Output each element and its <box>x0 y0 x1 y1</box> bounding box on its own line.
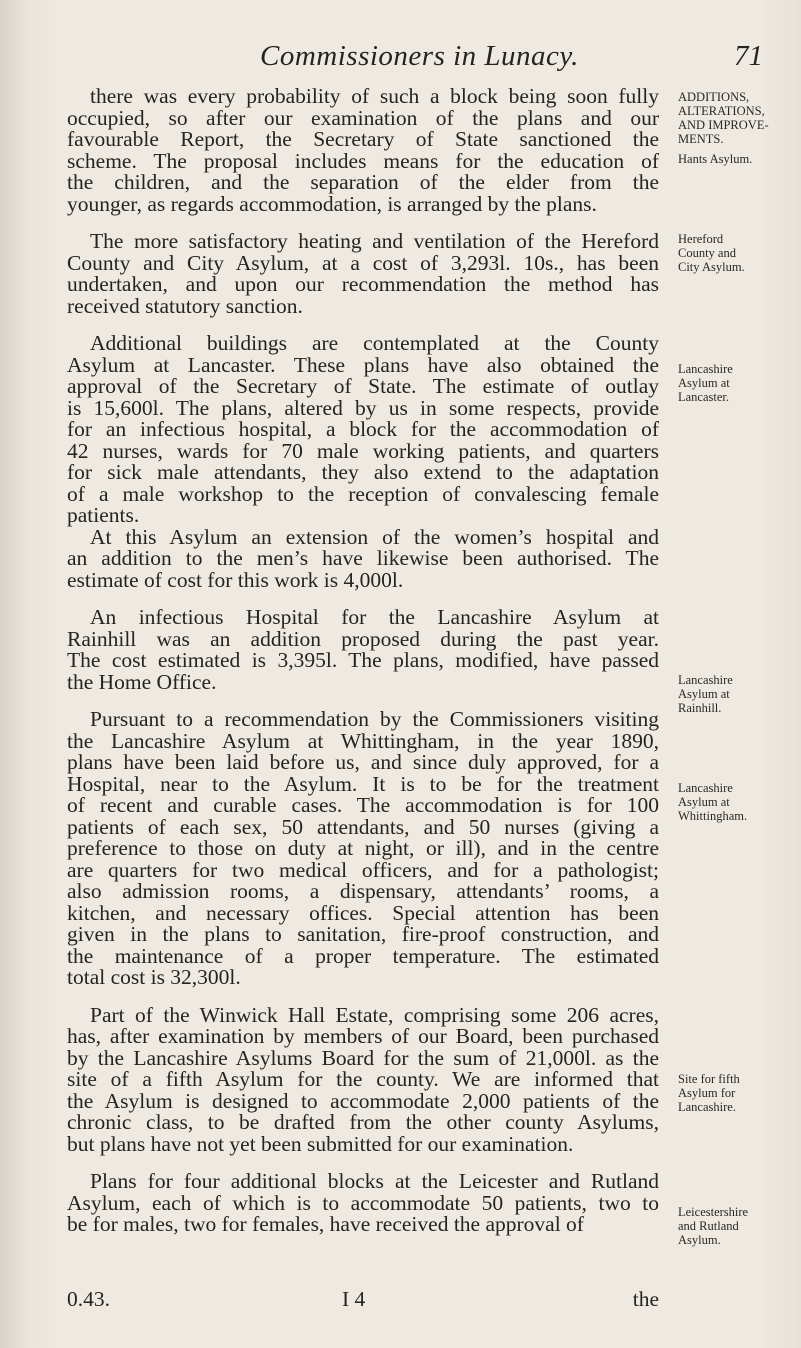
text-line: estimate of cost for this work is 4,000l. <box>67 567 404 592</box>
margin-note <box>678 781 798 823</box>
text-line: Asylum at Lancaster. These plans have also obtained the <box>67 352 659 377</box>
text-line: total cost is 32,300l. <box>67 965 241 989</box>
text-line: chronic class, to be drafted from the other county Asylums, <box>67 1110 659 1134</box>
text-line: an addition to the men’s have likewise been authorised. The <box>67 546 659 570</box>
text-line: patients of each sex, 50 attendants, and 50 nurses (giving a <box>67 814 659 839</box>
paragraph <box>67 709 659 989</box>
margin-note-line: Asylum at <box>678 687 730 701</box>
margin-note-line: Site for fifth <box>678 1072 740 1086</box>
margin-note-line: and Rutland <box>678 1219 739 1233</box>
text-line: approval of the Secretary of State. The estimate of outlay <box>67 374 659 398</box>
margin-note <box>678 1205 798 1247</box>
text-line: for an infectious hospital, a block for the accommodation of <box>67 417 659 441</box>
text-line: 42 nurses, wards for 70 male working patients, and quarters <box>67 438 659 463</box>
text-line: Hospital, near to the Asylum. It is to be for the treatment <box>67 771 659 796</box>
text-line: site of a fifth Asylum for the county. We are informed that <box>67 1067 659 1091</box>
paragraph <box>67 231 659 317</box>
text-line: the Lancashire Asylum at Whittingham, in the year 1890, <box>67 728 659 753</box>
margin-note-line: ADDITIONS, <box>678 90 750 104</box>
text-line: preference to those on duty at night, or ill), and in the centre <box>67 836 659 860</box>
margin-note-line: Hereford <box>678 232 724 246</box>
margin-note-line: Asylum. <box>678 1233 721 1247</box>
paragraph <box>67 607 659 693</box>
text-line: Additional buildings are contemplated at the County <box>90 331 659 355</box>
page-number: 71 <box>734 40 763 72</box>
margin-note <box>678 152 798 166</box>
margin-note-line: Lancashire <box>678 673 733 687</box>
text-line: is 15,600l. The plans, altered by us in some respects, provide <box>67 395 659 420</box>
text-line: given in the plans to sanitation, fire-proof construction, and <box>67 922 659 946</box>
margin-note-line: Asylum at <box>678 376 730 390</box>
margin-note-line: Asylum at <box>678 795 730 809</box>
text-line: Asylum, each of which is to accommodate 50 patients, two to <box>67 1190 659 1215</box>
text-line: of a male workshop to the reception of convalescing female <box>67 481 659 506</box>
body-text <box>67 86 659 1252</box>
margin-note-line: Asylum for <box>678 1086 736 1100</box>
margin-note <box>678 90 798 146</box>
margin-note-line: Rainhill. <box>678 701 722 715</box>
text-line: occupied, so after our examination of the plans and our <box>67 105 659 130</box>
text-line: kitchen, and necessary offices. Special attention has been <box>67 900 659 925</box>
margin-note-line: Hants Asylum. <box>678 152 753 166</box>
signature-mark: 0.43. <box>67 1287 110 1311</box>
page-footer <box>67 1287 659 1313</box>
gathering-mark: I 4 <box>342 1287 366 1311</box>
margin-note-line: County and <box>678 246 736 260</box>
paragraph <box>67 1171 659 1236</box>
text-line: of recent and curable cases. The accommodation is for 100 <box>67 793 659 817</box>
margin-note-line: Lancaster. <box>678 390 730 404</box>
margin-note-line: AND IMPROVE- <box>678 118 769 132</box>
text-line: Plans for four additional blocks at the Leicester and Rutland <box>90 1169 659 1193</box>
margin-note-line: City Asylum. <box>678 260 745 274</box>
margin-note <box>678 673 798 715</box>
text-line: are quarters for two medical officers, and for a pathologist; <box>67 857 659 882</box>
text-line: Part of the Winwick Hall Estate, comprising some 206 acres, <box>90 1002 659 1027</box>
text-line: received statutory sanction. <box>67 293 303 318</box>
margin-note-line: Whittingham. <box>678 809 748 823</box>
text-line: but plans have not yet been submitted for our examination. <box>67 1131 574 1156</box>
text-line: At this Asylum an extension of the women’s hospital and <box>90 524 659 549</box>
margin-note-line: Leicestershire <box>678 1205 749 1219</box>
text-line: also admission rooms, a dispensary, attendants’ rooms, a <box>67 879 659 903</box>
text-line: The more satisfactory heating and ventilation of the Hereford <box>90 229 659 253</box>
text-line: An infectious Hospital for the Lancashire Asylum at <box>90 605 659 629</box>
text-line: County and City Asylum, at a cost of 3,293l. 10s., has been <box>67 250 659 275</box>
text-line: undertaken, and upon our recommendation the method has <box>67 272 659 296</box>
text-line: the Asylum is designed to accommodate 2,000 patients of the <box>67 1088 659 1113</box>
margin-note-line: ALTERATIONS, <box>678 104 765 118</box>
paragraph <box>67 333 659 527</box>
margin-note-line: Lancashire. <box>678 1100 736 1114</box>
text-line: Pursuant to a recommendation by the Commissioners visiting <box>90 707 659 731</box>
margin-note-line: MENTS. <box>678 132 724 146</box>
text-line: Rainhill was an addition proposed during the past year. <box>67 626 659 651</box>
text-line: the maintenance of a proper temperature. The estimated <box>67 943 659 968</box>
margin-note-line: Lancashire <box>678 781 733 795</box>
text-line: the children, and the separation of the elder from the <box>67 170 659 194</box>
text-line: has, after examination by members of our Board, been purchased <box>67 1024 659 1048</box>
text-line: the Home Office. <box>67 669 217 694</box>
text-line: The cost estimated is 3,395l. The plans, modified, have passed <box>67 648 659 672</box>
text-line: younger, as regards accommodation, is arranged by the plans. <box>67 191 597 216</box>
page-header <box>0 40 801 80</box>
catchword: the <box>632 1287 659 1311</box>
text-line: scheme. The proposal includes means for the education of <box>67 148 659 173</box>
running-title: Commissioners in Lunacy. <box>260 40 579 72</box>
text-line: for sick male attendants, they also extend to the adaptation <box>67 460 659 484</box>
margin-note <box>678 1072 798 1114</box>
paragraph <box>67 1002 659 1156</box>
text-line: favourable Report, the Secretary of State sanctioned the <box>67 127 659 151</box>
margin-note-line: Lancashire <box>678 362 733 376</box>
paragraph <box>67 524 659 592</box>
text-line: there was every probability of such a block being soon fully <box>90 84 659 108</box>
margin-note <box>678 362 798 404</box>
paragraph <box>67 86 659 215</box>
text-line: by the Lancashire Asylums Board for the sum of 21,000l. as the <box>67 1045 659 1070</box>
text-line: be for males, two for females, have received the approval of <box>67 1212 584 1236</box>
text-line: patients. <box>67 503 140 527</box>
text-line: plans have been laid before us, and since duly approved, for a <box>67 750 659 774</box>
margin-note <box>678 232 798 274</box>
